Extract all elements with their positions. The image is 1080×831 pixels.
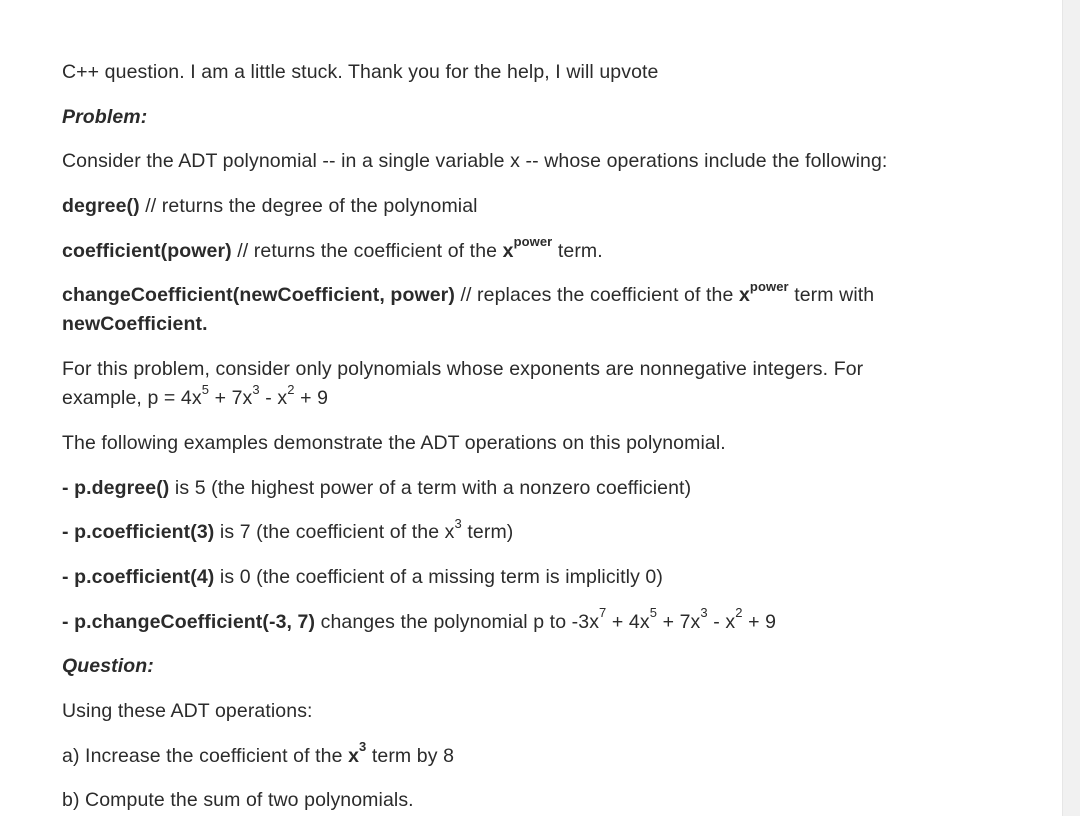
example-change-coefficient-code: p.changeCoefficient(-3, 7) (74, 610, 316, 633)
example-degree-code: p.degree() (74, 476, 170, 499)
question-content (62, 58, 962, 831)
change-coefficient-x: x (738, 284, 750, 307)
degree-description: // returns the degree of the polynomial (139, 195, 478, 218)
problem-heading: Problem: (62, 105, 148, 128)
consider-paragraph: For this problem, consider only polynomials whose exponents are nonnegative integers. For example, $p = 4x^5 + 7x^3 - x^2 + 9$ (62, 358, 864, 410)
example-change-coefficient: - p.changeCoefficient(-3, 7) changes the polynomial p to $-3x^7 + 4x^5 + 7x^3 - x^2 + 9$ (62, 605, 777, 633)
scrollbar-track[interactable] (1062, 0, 1080, 816)
coefficient-signature: coefficient(power) (62, 239, 232, 262)
example-coefficient-4-code: p.coefficient(4) (74, 565, 215, 588)
question-heading: Question: (62, 655, 154, 678)
following-text: The following examples demonstrate the ADT operations on this polynomial. (62, 431, 726, 454)
change-coefficient-line2: newCoefficient. (62, 313, 208, 336)
degree-signature: degree() (62, 195, 140, 218)
example-coefficient-3: - p.coefficient(3) is 7 (the coefficient of the $x^3$ term) (62, 515, 514, 544)
change-coefficient-tail: term with (788, 284, 875, 307)
coefficient-tail: term. (552, 239, 603, 262)
change-coefficient-operation (62, 278, 962, 339)
coefficient-description: // returns the coefficient of the (231, 239, 503, 262)
question-a: a) Increase the coefficient of the $x^3$ term by 8 (62, 739, 455, 767)
using-text: Using these ADT operations: (62, 699, 313, 722)
example-coefficient-3-code: p.coefficient(3) (74, 521, 215, 544)
change-coefficient-signature: changeCoefficient(newCoefficient, power) (62, 284, 455, 307)
coefficient-power-sup: power (513, 234, 553, 250)
change-coefficient-description: // replaces the coefficient of the (454, 284, 739, 307)
question-b: b) Compute the sum of two polynomials. (62, 789, 414, 812)
change-coefficient-power-sup: power (749, 278, 789, 294)
problem-description: Consider the ADT polynomial -- in a single variable x -- whose operations include the following: (62, 150, 888, 173)
degree-operation (62, 192, 962, 221)
intro-text: C++ question. I am a little stuck. Thank you for the help, I will upvote (62, 61, 659, 83)
example-coefficient-4: - p.coefficient(4) is 0 (the coefficient of a missing term is implicitly 0) (62, 565, 663, 588)
example-degree: - p.degree() is 5 (the highest power of a term with a nonzero coefficient) (62, 476, 692, 499)
coefficient-x: x (502, 239, 514, 262)
coefficient-operation (62, 234, 962, 266)
